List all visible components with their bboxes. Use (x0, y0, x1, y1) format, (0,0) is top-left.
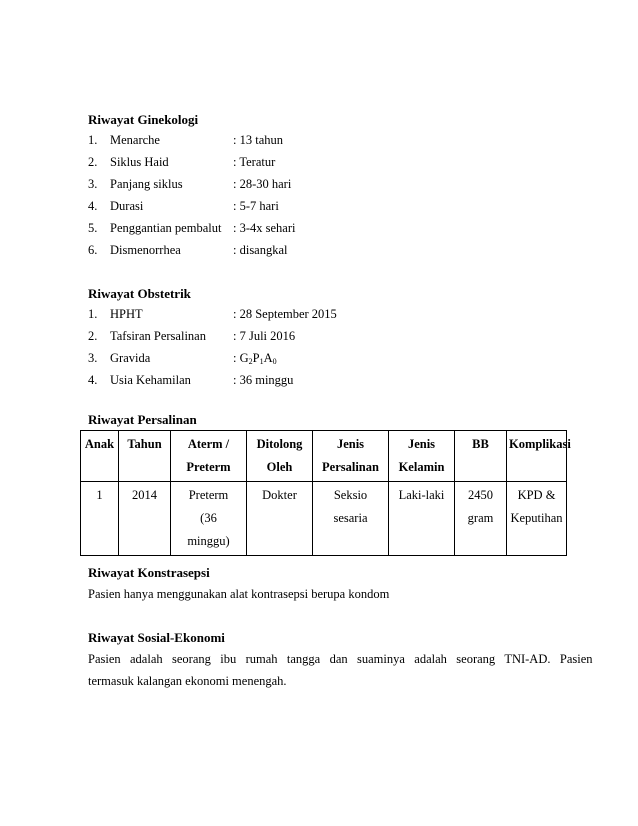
item-value: : 3-4x sehari (233, 221, 296, 235)
item-value: : 13 tahun (233, 133, 283, 147)
col-header-tahun: Tahun (119, 431, 171, 482)
sosial-text-line2: termasuk kalangan ekonomi menengah. (88, 674, 287, 688)
item-value: : 28-30 hari (233, 177, 292, 191)
item-label: Dismenorrhea (110, 243, 181, 257)
col-header-aterm: Aterm / Preterm (171, 431, 247, 482)
gravida-a: A (263, 351, 273, 365)
item-label: Panjang siklus (110, 177, 183, 191)
section-title-ginekologi: Riwayat Ginekologi (88, 112, 199, 127)
item-label: Gravida (110, 351, 151, 365)
section-title-obstetrik: Riwayat Obstetrik (88, 286, 191, 301)
item-number: 3. (88, 177, 98, 191)
item-label: Menarche (110, 133, 160, 147)
item-number: 2. (88, 155, 98, 169)
gravida-value (233, 351, 277, 366)
item-number: 3. (88, 351, 98, 365)
item-number: 6. (88, 243, 98, 257)
section-title-persalinan: Riwayat Persalinan (88, 412, 197, 427)
item-label: Tafsiran Persalinan (110, 329, 206, 343)
table-header-row (81, 431, 567, 482)
item-value: : 36 minggu (233, 373, 294, 387)
item-value: : 28 September 2015 (233, 307, 337, 321)
item-number: 5. (88, 221, 98, 235)
item-value: : disangkal (233, 243, 288, 257)
gravida-a-sub: 0 (272, 357, 277, 366)
sosial-text-line1: Pasien adalah seorang ibu rumah tangga dan suaminya adalah seorang TNI-AD. Pasien (88, 652, 593, 666)
col-header-bb: BB (455, 431, 507, 482)
col-header-anak: Anak (81, 431, 119, 482)
gravida-g-sub: 2 (248, 357, 253, 366)
item-value: : 5-7 hari (233, 199, 279, 213)
section-title-kontrasepsi: Riwayat Konstrasepsi (88, 565, 210, 580)
gravida-g: : G (233, 351, 249, 365)
cell-tahun: 2014 (119, 482, 171, 556)
gravida-p: P (252, 351, 260, 365)
cell-jenis-persalinan: Seksio sesaria (313, 482, 389, 556)
item-value: : Teratur (233, 155, 276, 169)
col-header-jenis-persalinan: Jenis Persalinan (313, 431, 389, 482)
item-number: 4. (88, 199, 98, 213)
persalinan-table (80, 430, 571, 556)
col-header-ditolong: Ditolong Oleh (247, 431, 313, 482)
item-number: 4. (88, 373, 98, 387)
table-row (81, 482, 567, 556)
cell-jenis-kelamin: Laki-laki (389, 482, 455, 556)
col-header-jenis-kelamin: Jenis Kelamin (389, 431, 455, 482)
item-label: HPHT (110, 307, 143, 321)
cell-komplikasi: KPD & Keputihan (507, 482, 567, 556)
item-label: Usia Kehamilan (110, 373, 191, 387)
section-title-sosial-ekonomi: Riwayat Sosial-Ekonomi (88, 630, 225, 645)
col-header-komplikasi: Komplikasi (507, 431, 567, 482)
cell-ditolong: Dokter (247, 482, 313, 556)
item-label: Siklus Haid (110, 155, 169, 169)
cell-bb: 2450 gram (455, 482, 507, 556)
kontrasepsi-text: Pasien hanya menggunakan alat kontrasepsi berupa kondom (88, 587, 390, 601)
gravida-p-sub: 1 (259, 357, 264, 366)
cell-anak: 1 (81, 482, 119, 556)
item-label: Durasi (110, 199, 144, 213)
item-label: Penggantian pembalut (110, 221, 222, 235)
item-number: 1. (88, 307, 98, 321)
cell-aterm: Preterm (36 minggu) (171, 482, 247, 556)
item-number: 2. (88, 329, 98, 343)
item-value: : 7 Juli 2016 (233, 329, 296, 343)
item-number: 1. (88, 133, 98, 147)
